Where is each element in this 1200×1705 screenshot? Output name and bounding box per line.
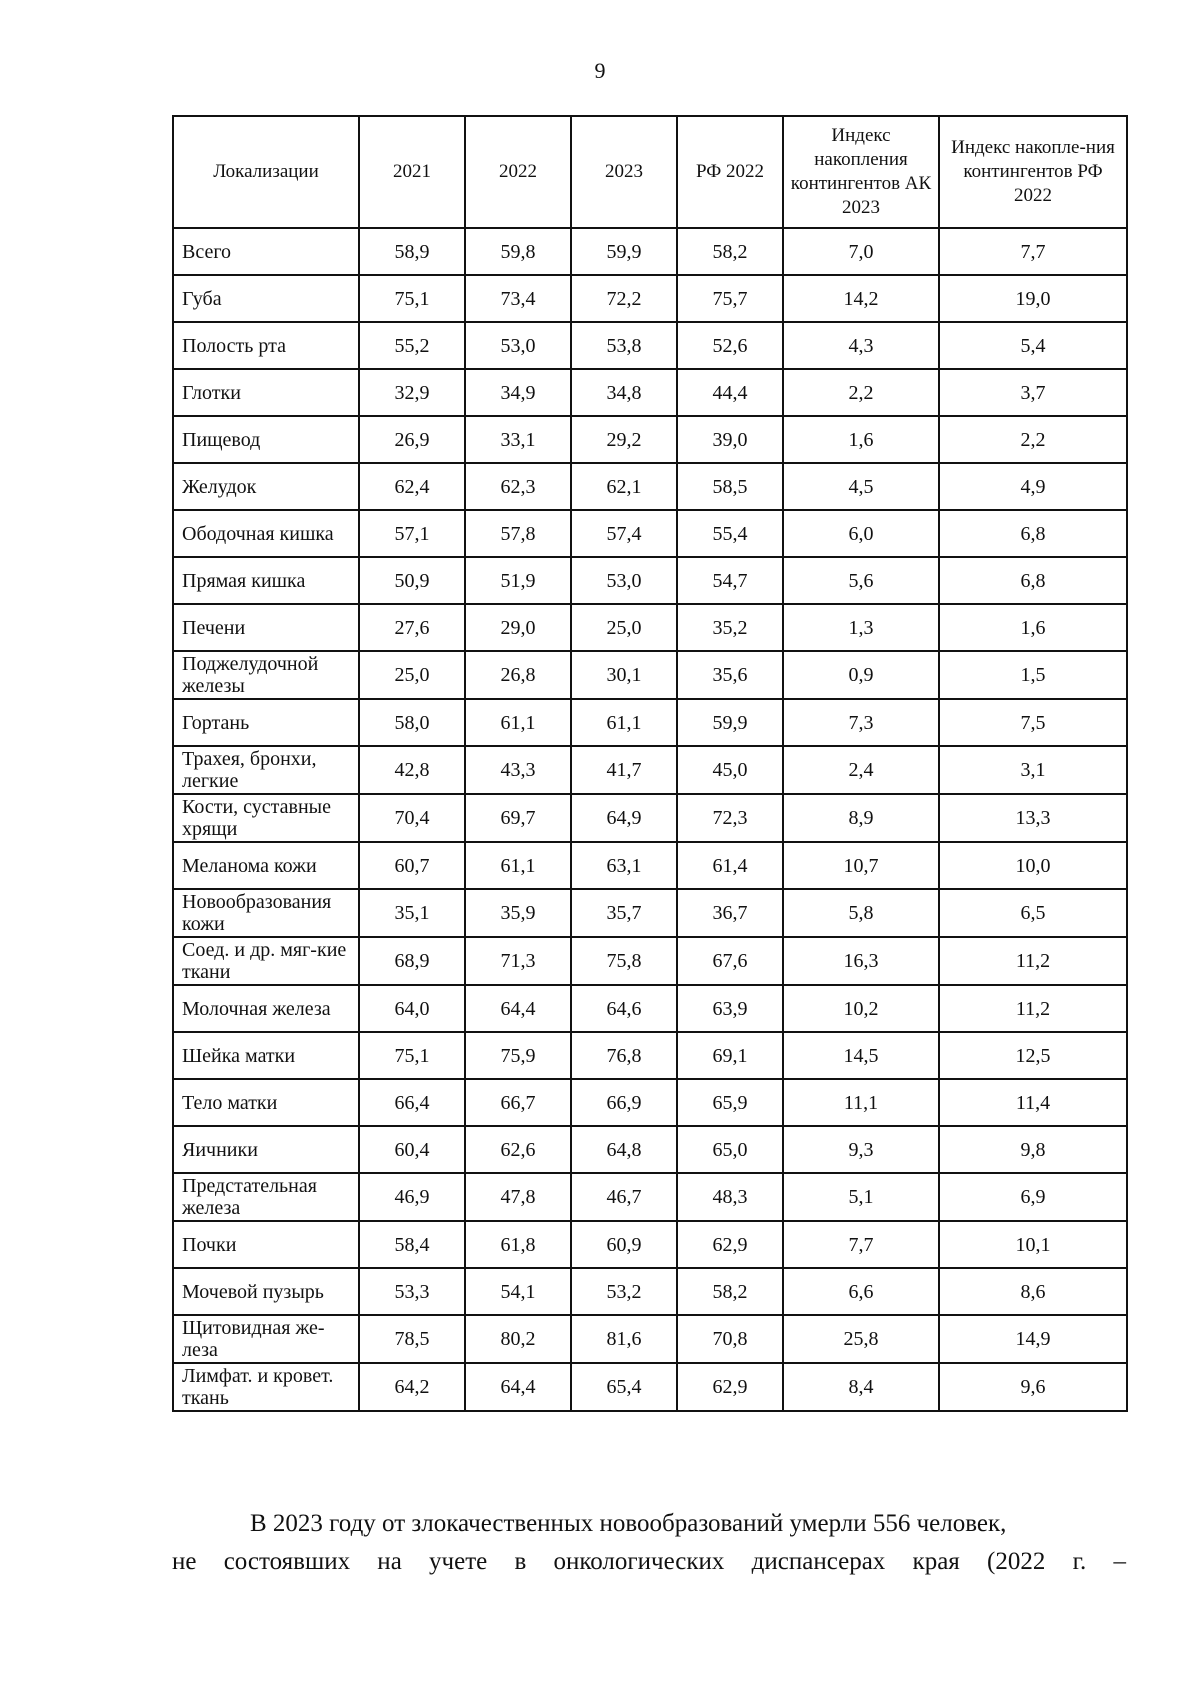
cell-2021: 32,9: [359, 369, 465, 416]
cell-index-ak-2023: 4,5: [783, 463, 939, 510]
cell-2023: 25,0: [571, 604, 677, 651]
cell-index-rf-2022: 11,4: [939, 1079, 1127, 1126]
cell-2023: 60,9: [571, 1221, 677, 1268]
cell-2021: 26,9: [359, 416, 465, 463]
cell-2022: 51,9: [465, 557, 571, 604]
row-label: Яичники: [173, 1126, 359, 1173]
cell-2023: 65,4: [571, 1363, 677, 1411]
cell-2023: 75,8: [571, 937, 677, 985]
cell-2022: 43,3: [465, 746, 571, 794]
cell-2021: 58,0: [359, 699, 465, 746]
cell-2021: 35,1: [359, 889, 465, 937]
cell-index-rf-2022: 13,3: [939, 794, 1127, 842]
cell-2023: 81,6: [571, 1315, 677, 1363]
cell-2021: 64,0: [359, 985, 465, 1032]
cell-2022: 62,3: [465, 463, 571, 510]
cell-2022: 59,8: [465, 228, 571, 275]
cell-2021: 60,7: [359, 842, 465, 889]
cell-2022: 57,8: [465, 510, 571, 557]
table-row: [173, 1173, 1127, 1221]
table-row: [173, 1363, 1127, 1411]
table-row: [173, 937, 1127, 985]
row-label: Шейка матки: [173, 1032, 359, 1079]
cell-2022: 71,3: [465, 937, 571, 985]
cell-2022: 69,7: [465, 794, 571, 842]
cell-2021: 50,9: [359, 557, 465, 604]
cell-2023: 30,1: [571, 651, 677, 699]
cell-2022: 66,7: [465, 1079, 571, 1126]
cell-2023: 46,7: [571, 1173, 677, 1221]
cell-rf-2022: 35,2: [677, 604, 783, 651]
cell-rf-2022: 44,4: [677, 369, 783, 416]
cell-index-ak-2023: 2,4: [783, 746, 939, 794]
cell-rf-2022: 63,9: [677, 985, 783, 1032]
cell-2022: 75,9: [465, 1032, 571, 1079]
cell-index-ak-2023: 5,1: [783, 1173, 939, 1221]
row-label: Соед. и др. мяг-кие ткани: [173, 937, 359, 985]
cell-2023: 64,8: [571, 1126, 677, 1173]
cell-index-rf-2022: 6,5: [939, 889, 1127, 937]
cell-index-ak-2023: 6,6: [783, 1268, 939, 1315]
cell-2023: 63,1: [571, 842, 677, 889]
cell-2023: 53,2: [571, 1268, 677, 1315]
cell-rf-2022: 62,9: [677, 1221, 783, 1268]
cell-rf-2022: 59,9: [677, 699, 783, 746]
cell-2023: 29,2: [571, 416, 677, 463]
cell-2023: 66,9: [571, 1079, 677, 1126]
cell-rf-2022: 58,2: [677, 228, 783, 275]
cell-2023: 76,8: [571, 1032, 677, 1079]
row-label: Ободочная кишка: [173, 510, 359, 557]
cell-rf-2022: 36,7: [677, 889, 783, 937]
cell-2022: 29,0: [465, 604, 571, 651]
cell-rf-2022: 69,1: [677, 1032, 783, 1079]
row-label: Трахея, бронхи, легкие: [173, 746, 359, 794]
row-label: Желудок: [173, 463, 359, 510]
cell-2022: 53,0: [465, 322, 571, 369]
table-row: [173, 369, 1127, 416]
row-label: Щитовидная же-леза: [173, 1315, 359, 1363]
cell-rf-2022: 45,0: [677, 746, 783, 794]
table-row: [173, 794, 1127, 842]
row-label: Пищевод: [173, 416, 359, 463]
cell-rf-2022: 62,9: [677, 1363, 783, 1411]
cell-index-rf-2022: 6,8: [939, 557, 1127, 604]
cell-index-ak-2023: 5,8: [783, 889, 939, 937]
table-row: [173, 463, 1127, 510]
cell-2023: 64,9: [571, 794, 677, 842]
cell-2021: 70,4: [359, 794, 465, 842]
cell-rf-2022: 67,6: [677, 937, 783, 985]
cell-rf-2022: 65,0: [677, 1126, 783, 1173]
cell-2023: 61,1: [571, 699, 677, 746]
table-row: [173, 604, 1127, 651]
cell-2022: 26,8: [465, 651, 571, 699]
cell-index-rf-2022: 9,6: [939, 1363, 1127, 1411]
cell-index-ak-2023: 4,3: [783, 322, 939, 369]
cell-index-ak-2023: 7,3: [783, 699, 939, 746]
table-row: [173, 842, 1127, 889]
row-label: Прямая кишка: [173, 557, 359, 604]
paragraph-line-2: не состоявших на учете в онкологических диспансерах края (2022 г. –: [172, 1548, 1126, 1575]
row-label: Лимфат. и кровет. ткань: [173, 1363, 359, 1411]
table-row: [173, 889, 1127, 937]
cell-2022: 35,9: [465, 889, 571, 937]
row-label: Губа: [173, 275, 359, 322]
table-row: [173, 1079, 1127, 1126]
row-label: Глотки: [173, 369, 359, 416]
cell-index-rf-2022: 10,1: [939, 1221, 1127, 1268]
cell-index-rf-2022: 14,9: [939, 1315, 1127, 1363]
cell-2021: 58,4: [359, 1221, 465, 1268]
cell-2022: 47,8: [465, 1173, 571, 1221]
paragraph-line-1: В 2023 году от злокачественных новообразований умерли 556 человек,: [250, 1510, 1007, 1537]
body-paragraph: [172, 1505, 1126, 1581]
row-label: Кости, суставные хрящи: [173, 794, 359, 842]
cell-2023: 72,2: [571, 275, 677, 322]
cell-2022: 64,4: [465, 1363, 571, 1411]
table-row: [173, 651, 1127, 699]
header-index-rf-2022: Индекс накопле-ния контингентов РФ 2022: [939, 116, 1127, 228]
cell-index-ak-2023: 8,9: [783, 794, 939, 842]
row-label: Тело матки: [173, 1079, 359, 1126]
cell-index-ak-2023: 5,6: [783, 557, 939, 604]
table-row: [173, 228, 1127, 275]
header-index-ak-2023: Индекс накопления контингентов АК 2023: [783, 116, 939, 228]
header-rf-2022: РФ 2022: [677, 116, 783, 228]
cell-index-ak-2023: 8,4: [783, 1363, 939, 1411]
cell-index-ak-2023: 14,5: [783, 1032, 939, 1079]
header-2021: 2021: [359, 116, 465, 228]
cell-index-ak-2023: 11,1: [783, 1079, 939, 1126]
cell-2022: 80,2: [465, 1315, 571, 1363]
cell-index-ak-2023: 0,9: [783, 651, 939, 699]
table-row: [173, 322, 1127, 369]
cell-2022: 34,9: [465, 369, 571, 416]
cell-2021: 75,1: [359, 1032, 465, 1079]
cell-2021: 53,3: [359, 1268, 465, 1315]
table-header-row: [173, 116, 1127, 228]
cell-rf-2022: 48,3: [677, 1173, 783, 1221]
cell-2022: 61,1: [465, 699, 571, 746]
cell-rf-2022: 75,7: [677, 275, 783, 322]
cell-2021: 58,9: [359, 228, 465, 275]
cell-2022: 62,6: [465, 1126, 571, 1173]
cell-2023: 59,9: [571, 228, 677, 275]
cell-2023: 53,0: [571, 557, 677, 604]
cell-2021: 78,5: [359, 1315, 465, 1363]
cell-index-ak-2023: 14,2: [783, 275, 939, 322]
cell-index-ak-2023: 25,8: [783, 1315, 939, 1363]
cell-index-rf-2022: 8,6: [939, 1268, 1127, 1315]
table-row: [173, 557, 1127, 604]
cell-index-rf-2022: 19,0: [939, 275, 1127, 322]
cell-rf-2022: 35,6: [677, 651, 783, 699]
cell-2023: 35,7: [571, 889, 677, 937]
cell-index-rf-2022: 1,6: [939, 604, 1127, 651]
cell-index-rf-2022: 7,5: [939, 699, 1127, 746]
cell-index-ak-2023: 1,6: [783, 416, 939, 463]
cell-index-rf-2022: 3,1: [939, 746, 1127, 794]
cell-index-rf-2022: 6,9: [939, 1173, 1127, 1221]
row-label: Поджелудочной железы: [173, 651, 359, 699]
cell-2022: 64,4: [465, 985, 571, 1032]
cell-rf-2022: 65,9: [677, 1079, 783, 1126]
table-row: [173, 275, 1127, 322]
row-label: Гортань: [173, 699, 359, 746]
cell-2021: 55,2: [359, 322, 465, 369]
table-row: [173, 1268, 1127, 1315]
cell-rf-2022: 61,4: [677, 842, 783, 889]
cell-rf-2022: 70,8: [677, 1315, 783, 1363]
row-label: Полость рта: [173, 322, 359, 369]
row-label: Почки: [173, 1221, 359, 1268]
cell-2021: 25,0: [359, 651, 465, 699]
cell-index-rf-2022: 7,7: [939, 228, 1127, 275]
table-row: [173, 1126, 1127, 1173]
cell-rf-2022: 72,3: [677, 794, 783, 842]
cell-2023: 34,8: [571, 369, 677, 416]
cell-index-rf-2022: 3,7: [939, 369, 1127, 416]
cell-index-rf-2022: 5,4: [939, 322, 1127, 369]
cell-index-ak-2023: 1,3: [783, 604, 939, 651]
cell-index-rf-2022: 1,5: [939, 651, 1127, 699]
row-label: Предстательная железа: [173, 1173, 359, 1221]
table-row: [173, 746, 1127, 794]
cell-2021: 66,4: [359, 1079, 465, 1126]
cell-index-ak-2023: 7,0: [783, 228, 939, 275]
cell-2022: 54,1: [465, 1268, 571, 1315]
cell-2021: 64,2: [359, 1363, 465, 1411]
cell-2021: 62,4: [359, 463, 465, 510]
row-label: Молочная железа: [173, 985, 359, 1032]
cell-index-rf-2022: 4,9: [939, 463, 1127, 510]
cell-2022: 33,1: [465, 416, 571, 463]
cell-2023: 41,7: [571, 746, 677, 794]
table-row: [173, 699, 1127, 746]
survival-table: [172, 115, 1128, 1412]
row-label: Новообразования кожи: [173, 889, 359, 937]
cell-2023: 64,6: [571, 985, 677, 1032]
header-2023: 2023: [571, 116, 677, 228]
cell-2021: 57,1: [359, 510, 465, 557]
cell-2021: 42,8: [359, 746, 465, 794]
table-row: [173, 1221, 1127, 1268]
cell-index-ak-2023: 10,2: [783, 985, 939, 1032]
cell-2023: 53,8: [571, 322, 677, 369]
row-label: Печени: [173, 604, 359, 651]
cell-2021: 27,6: [359, 604, 465, 651]
cell-rf-2022: 52,6: [677, 322, 783, 369]
cell-index-rf-2022: 10,0: [939, 842, 1127, 889]
row-label: Всего: [173, 228, 359, 275]
cell-index-ak-2023: 10,7: [783, 842, 939, 889]
cell-rf-2022: 54,7: [677, 557, 783, 604]
cell-index-ak-2023: 2,2: [783, 369, 939, 416]
cell-index-ak-2023: 9,3: [783, 1126, 939, 1173]
cell-2021: 46,9: [359, 1173, 465, 1221]
cell-index-ak-2023: 7,7: [783, 1221, 939, 1268]
cell-2021: 75,1: [359, 275, 465, 322]
cell-2021: 68,9: [359, 937, 465, 985]
cell-2023: 62,1: [571, 463, 677, 510]
cell-index-rf-2022: 6,8: [939, 510, 1127, 557]
header-localization: Локализации: [173, 116, 359, 228]
cell-2022: 61,8: [465, 1221, 571, 1268]
cell-2023: 57,4: [571, 510, 677, 557]
cell-2022: 73,4: [465, 275, 571, 322]
cell-index-ak-2023: 6,0: [783, 510, 939, 557]
cell-index-rf-2022: 9,8: [939, 1126, 1127, 1173]
cell-index-rf-2022: 11,2: [939, 937, 1127, 985]
cell-2022: 61,1: [465, 842, 571, 889]
cell-rf-2022: 58,2: [677, 1268, 783, 1315]
cell-index-rf-2022: 11,2: [939, 985, 1127, 1032]
table-row: [173, 1315, 1127, 1363]
header-2022: 2022: [465, 116, 571, 228]
table-row: [173, 1032, 1127, 1079]
cell-2021: 60,4: [359, 1126, 465, 1173]
table-row: [173, 510, 1127, 557]
cell-index-rf-2022: 2,2: [939, 416, 1127, 463]
cell-rf-2022: 58,5: [677, 463, 783, 510]
cell-index-rf-2022: 12,5: [939, 1032, 1127, 1079]
cell-rf-2022: 55,4: [677, 510, 783, 557]
table-row: [173, 416, 1127, 463]
row-label: Мочевой пузырь: [173, 1268, 359, 1315]
row-label: Меланома кожи: [173, 842, 359, 889]
table-row: [173, 985, 1127, 1032]
cell-rf-2022: 39,0: [677, 416, 783, 463]
page-number: 9: [594, 58, 606, 83]
cell-index-ak-2023: 16,3: [783, 937, 939, 985]
